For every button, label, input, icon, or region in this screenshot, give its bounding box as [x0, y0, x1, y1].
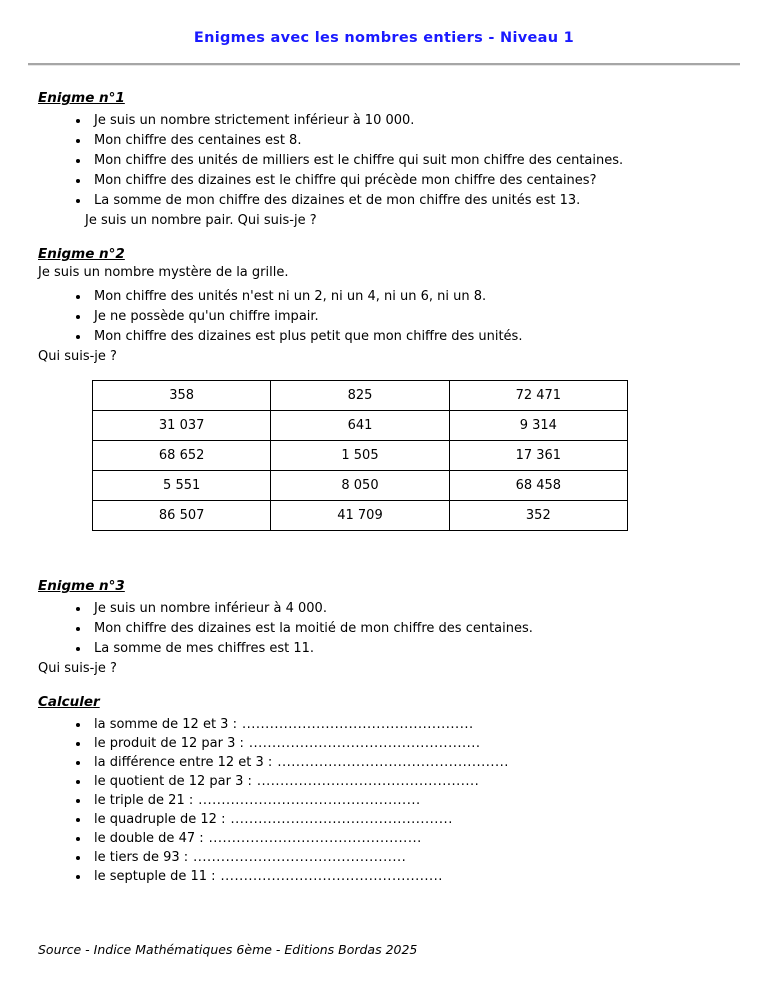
enigme3-question: Qui suis-je ?: [38, 661, 117, 676]
enigme1-list: [38, 111, 730, 211]
calc-item: [90, 848, 730, 867]
table-row: [93, 441, 628, 471]
bullet-item: • Je ne possède qu'un chiffre impair.: [90, 307, 730, 327]
grid-cell: 9 314: [449, 411, 627, 441]
grid-cell: 31 037: [93, 411, 271, 441]
bullet-item: • Mon chiffre des unités n'est ni un 2, ni un 4, ni un 6, ni un 8.: [90, 287, 730, 307]
calc-item: [90, 715, 730, 734]
bullet-item: • Je suis un nombre strictement inférieur à 10 000.: [90, 111, 730, 131]
grid-cell: 68 458: [449, 471, 627, 501]
answer-blank: ..............................................: [208, 831, 422, 846]
grid-cell: 17 361: [449, 441, 627, 471]
enigme1-continuation: Je suis un nombre pair. Qui suis-je ?: [85, 213, 317, 228]
bullet-item: • Je suis un nombre inférieur à 4 000.: [90, 599, 730, 619]
table-row: [93, 471, 628, 501]
answer-blank: ................................................: [198, 793, 421, 808]
calc-item: [90, 810, 730, 829]
page-title: Enigmes avec les nombres entiers - Niveau 1: [193, 30, 575, 46]
table-row: [93, 381, 628, 411]
grid-cell: 68 652: [93, 441, 271, 471]
enigme2-intro: Je suis un nombre mystère de la grille.: [38, 265, 289, 280]
answer-blank: ..................................................: [248, 736, 481, 751]
calc-label: le triple de 21 :: [94, 793, 194, 808]
calc-label: le quotient de 12 par 3 :: [94, 774, 252, 789]
table-row: [93, 411, 628, 441]
enigme3-list: [38, 599, 730, 659]
calc-label: la somme de 12 et 3 :: [94, 717, 237, 732]
calc-label: le produit de 12 par 3 :: [94, 736, 244, 751]
source-credit: Source - Indice Mathématiques 6ème - Editions Bordas 2025: [38, 942, 418, 957]
answer-blank: ................................................: [230, 812, 453, 827]
answer-blank: ................................................: [256, 774, 480, 789]
answer-blank: ................................................: [220, 869, 443, 884]
grid-cell: 825: [271, 381, 449, 411]
number-grid: [92, 380, 628, 531]
calc-item: [90, 867, 730, 886]
bullet-item: • Mon chiffre des dizaines est plus petit que mon chiffre des unités.: [90, 327, 730, 347]
answer-blank: ..............................................: [193, 850, 407, 865]
calc-item: [90, 772, 730, 791]
calc-label: le septuple de 11 :: [94, 869, 216, 884]
grid-cell: 72 471: [449, 381, 627, 411]
calc-label: la différence entre 12 et 3 :: [94, 755, 273, 770]
calc-item: [90, 753, 730, 772]
table-row: [93, 501, 628, 531]
grid-cell: 5 551: [93, 471, 271, 501]
bullet-item: • Mon chiffre des dizaines est le chiffre qui précède mon chiffre des centaines?: [90, 171, 730, 191]
calc-item: [90, 791, 730, 810]
calc-item: [90, 829, 730, 848]
enigme1-heading: Enigme n°1: [38, 90, 125, 106]
bullet-item: • Mon chiffre des centaines est 8.: [90, 131, 730, 151]
bullet-item: • Mon chiffre des dizaines est la moitié de mon chiffre des centaines.: [90, 619, 730, 639]
grid-cell: 352: [449, 501, 627, 531]
calculer-heading: Calculer: [38, 694, 100, 710]
enigme2-question: Qui suis-je ?: [38, 349, 117, 364]
grid-cell: 641: [271, 411, 449, 441]
calc-item: [90, 734, 730, 753]
grid-cell: 86 507: [93, 501, 271, 531]
grid-cell: 1 505: [271, 441, 449, 471]
horizontal-rule: [28, 63, 740, 66]
grid-cell: 358: [93, 381, 271, 411]
bullet-item: • La somme de mon chiffre des dizaines et de mon chiffre des unités est 13.: [90, 191, 730, 211]
bullet-item: • La somme de mes chiffres est 11.: [90, 639, 730, 659]
calc-label: le tiers de 93 :: [94, 850, 189, 865]
bullet-item: • Mon chiffre des unités de milliers est le chiffre qui suit mon chiffre des centaines.: [90, 151, 730, 171]
enigme2-heading: Enigme n°2: [38, 246, 125, 262]
calc-label: le double de 47 :: [94, 831, 204, 846]
calc-label: le quadruple de 12 :: [94, 812, 226, 827]
grid-cell: 8 050: [271, 471, 449, 501]
answer-blank: ..................................................: [277, 755, 509, 770]
grid-cell: 41 709: [271, 501, 449, 531]
calculer-list: [38, 715, 730, 886]
enigme3-heading: Enigme n°3: [38, 578, 125, 594]
answer-blank: ..................................................: [241, 717, 474, 732]
enigme2-list: [38, 287, 730, 347]
